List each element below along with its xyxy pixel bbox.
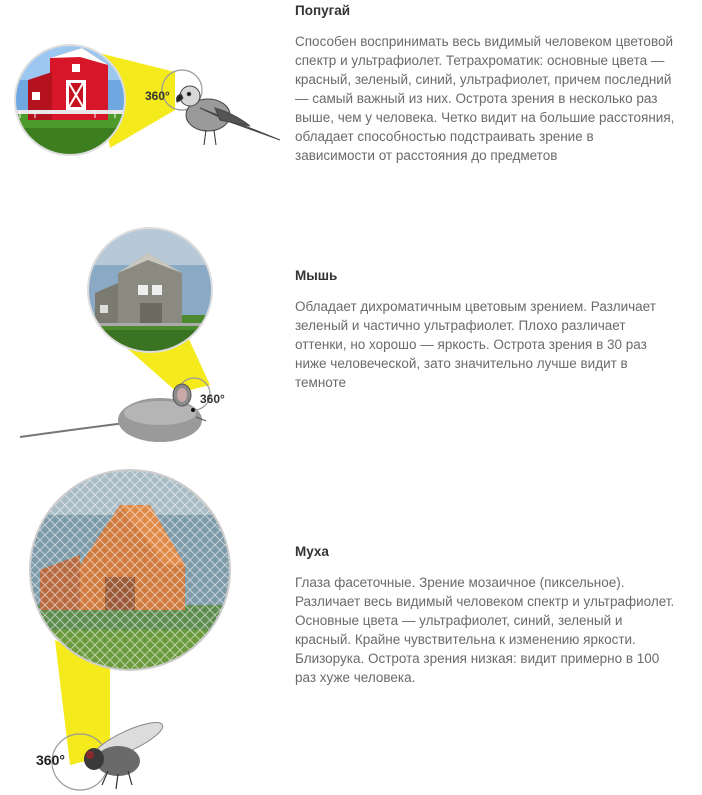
mouse-icon	[20, 384, 206, 442]
angle-label: 360°	[200, 392, 225, 406]
parrot-icon	[177, 86, 281, 145]
animal-description: Способен воспринимать весь видимый человеком цветовой спектр и ультрафиолет. Тетрахроматик: основные цвета — красный, зеленый, синий, ультрафиолет, причем последний — самый важный из них. Острота зрения в несколько раз выше, чем у человека. Четко видит на большие расстояния, обладает способностью подстраивать зрение в зависимости от расстояния до предметов	[295, 34, 675, 163]
animal-description: Обладает дихроматичным цветовым зрением. Различает зеленый и частично ультрафиолет. Плохо различает оттенки, но хорошо — яркость. Острота зрения в 30 раз ниже человеческой, зато значительно лучше видит в темноте	[295, 299, 656, 390]
fly-illustration	[0, 465, 290, 795]
angle-label: 360°	[36, 752, 65, 768]
parrot-illustration	[0, 0, 290, 215]
animal-title: Муха	[295, 544, 329, 559]
mouse-illustration	[0, 225, 290, 450]
animal-description: Глаза фасеточные. Зрение мозаичное (пиксельное). Различает весь видимый человеком спектр и ультрафиолет. Основные цвета — ультрафиолет, синий, зеленый и красный. Крайне чувствительна к изменению яркости. Близорука. Острота зрения низкая: видит примерно в 100 раз хуже человека.	[295, 575, 675, 685]
gray-barn-view	[85, 225, 215, 355]
animal-title: Попугай	[295, 3, 351, 18]
parrot-section	[0, 0, 702, 215]
mouse-section	[0, 225, 702, 450]
fly-section	[0, 465, 702, 795]
animal-title: Мышь	[295, 268, 338, 283]
angle-label: 360°	[145, 89, 170, 103]
